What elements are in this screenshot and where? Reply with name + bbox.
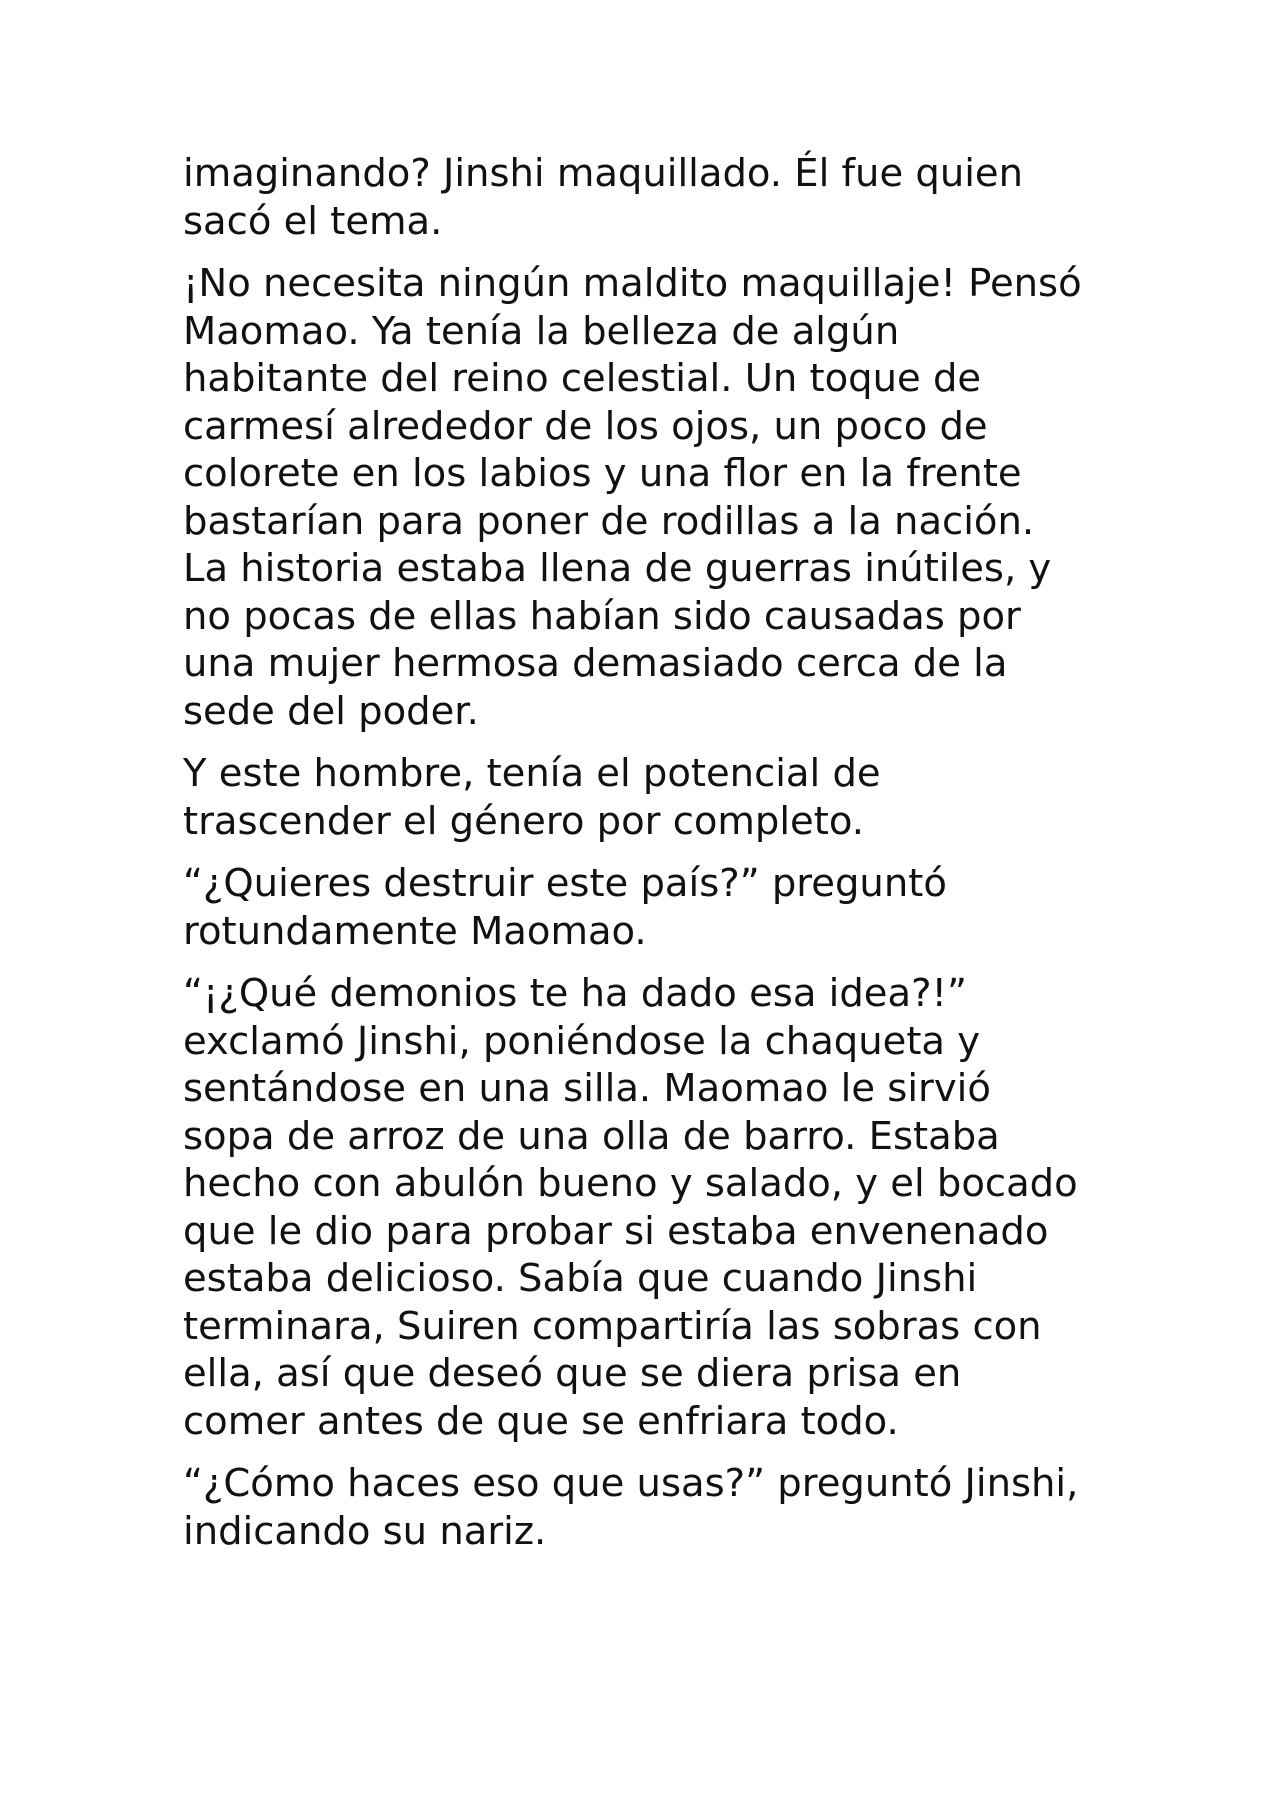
document-page bbox=[183, 150, 1103, 1570]
text-line: “¿Quieres destruir este país?” preguntó bbox=[183, 861, 947, 906]
text-line: comer antes de que se enfriara todo. bbox=[183, 1398, 899, 1444]
text-line: trascender el género por completo. bbox=[183, 798, 864, 844]
text-line: Maomao. Ya tenía la belleza de algún bbox=[183, 308, 900, 354]
text-line: terminara, Suiren compartiría las sobras con bbox=[183, 1303, 1042, 1349]
text-line: rotundamente Maomao. bbox=[183, 908, 647, 954]
paragraph-2 bbox=[183, 260, 1103, 735]
text-line: exclamó Jinshi, poniéndose la chaqueta y bbox=[183, 1018, 981, 1064]
paragraph-3 bbox=[183, 750, 1103, 845]
text-line: carmesí alrededor de los ojos, un poco de bbox=[183, 403, 988, 449]
text-line: imaginando? Jinshi maquillado. Él fue quien bbox=[183, 151, 1024, 196]
text-line: estaba delicioso. Sabía que cuando Jinshi bbox=[183, 1256, 978, 1301]
text-line: ella, así que deseó que se diera prisa en bbox=[183, 1351, 962, 1396]
text-line: bastarían para poner de rodillas a la nación. bbox=[183, 498, 1035, 544]
text-line: sede del poder. bbox=[183, 688, 479, 734]
text-line: no pocas de ellas habían sido causadas por bbox=[183, 593, 1021, 639]
text-line: indicando su nariz. bbox=[183, 1508, 547, 1554]
text-line: ¡No necesita ningún maldito maquillaje! Pensó bbox=[183, 261, 1082, 306]
text-line: Y este hombre, tenía el potencial de bbox=[183, 751, 881, 796]
text-line: una mujer hermosa demasiado cerca de la bbox=[183, 641, 1008, 686]
text-line: La historia estaba llena de guerras inútiles, y bbox=[183, 546, 1052, 591]
paragraph-6 bbox=[183, 1460, 1103, 1555]
text-line: sopa de arroz de una olla de barro. Estaba bbox=[183, 1113, 1000, 1159]
text-line: colorete en los labios y una flor en la frente bbox=[183, 451, 1022, 496]
text-line: sacó el tema. bbox=[183, 198, 443, 244]
text-line: que le dio para probar si estaba envenenado bbox=[183, 1208, 1049, 1254]
text-line: “¡¿Qué demonios te ha dado esa idea?!” bbox=[183, 971, 967, 1016]
paragraph-4 bbox=[183, 860, 1103, 955]
paragraph-5 bbox=[183, 970, 1103, 1445]
text-line: habitante del reino celestial. Un toque de bbox=[183, 356, 982, 401]
text-line: sentándose en una silla. Maomao le sirvió bbox=[183, 1066, 991, 1111]
text-line: “¿Cómo haces eso que usas?” preguntó Jinshi, bbox=[183, 1461, 1079, 1506]
text-line: hecho con abulón bueno y salado, y el bocado bbox=[183, 1161, 1078, 1206]
paragraph-1 bbox=[183, 150, 1103, 245]
